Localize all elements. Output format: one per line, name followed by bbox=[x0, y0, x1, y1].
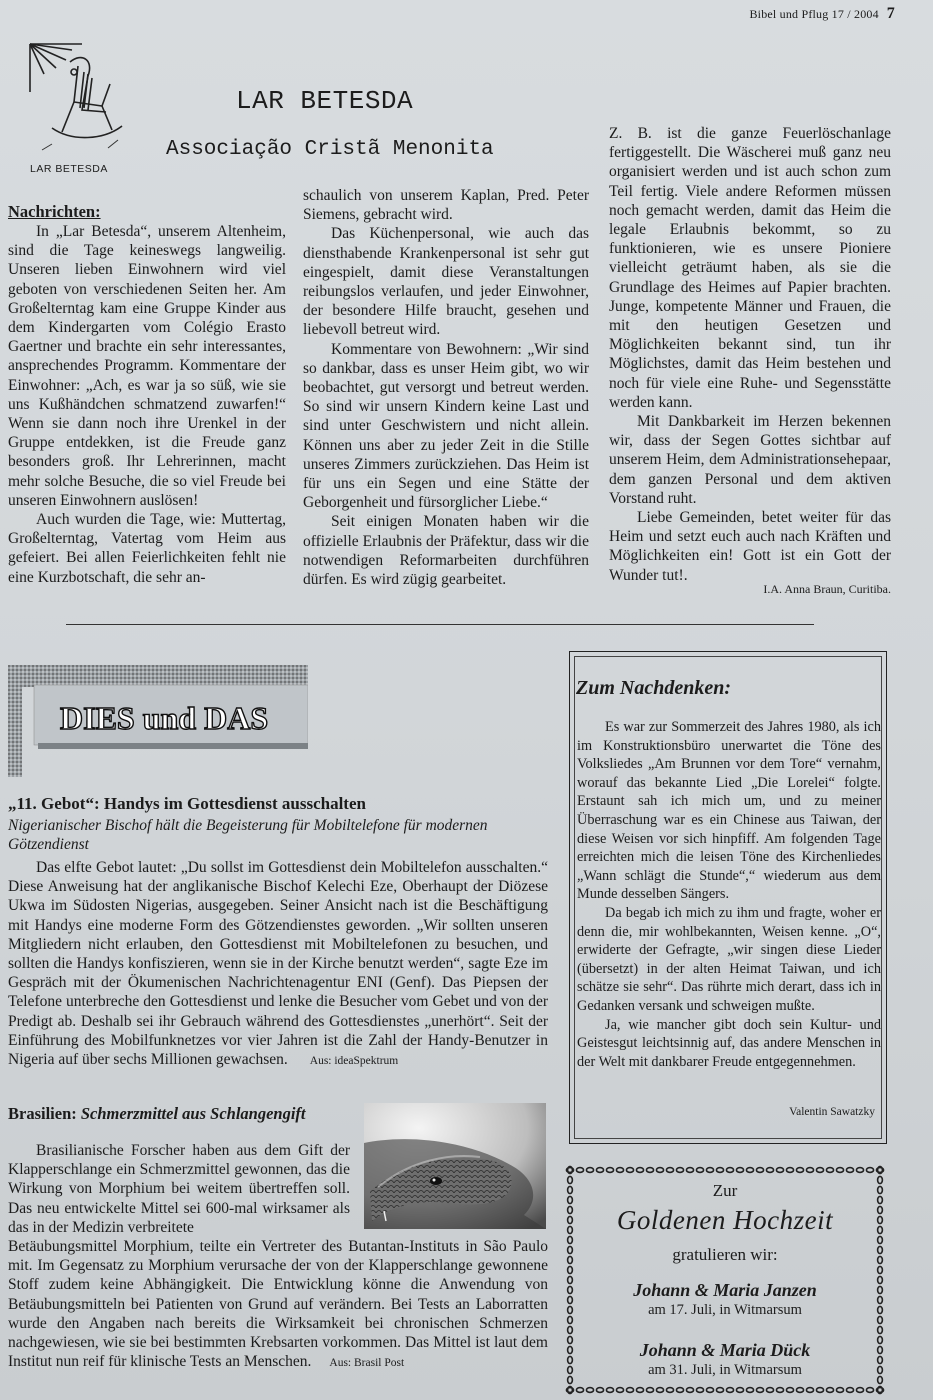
paragraph: Auch wurden die Tage, wie: Muttertag, Großelterntag, Vatertag vom Heim aus gefeiert. Bei allen Feierlichkeiten fehlt nie eine Kurzbotschaft, die sehr an- bbox=[8, 511, 286, 586]
paragraph: Brasilianische Forscher haben aus dem Gift der Klapperschlange ein Schmerzmittel gewonnen, das die Wirkung von Morphium bei weitem übertreffen soll. Das neu entwickelte Mittel sei 600-mal wirksamer als das in der Medizin verbreitete bbox=[8, 1142, 350, 1236]
couple-name: Johann & Maria Janzen bbox=[633, 1280, 817, 1300]
article-body bbox=[8, 858, 548, 1071]
paragraph: Z. B. ist die ganze Feuerlöschanlage fertiggestellt. Die Wäscherei muß ganz neu organisiert werden und ist auch schon zum Teil fertig. Viele andere Reformen müssen noch gemacht werden, damit das Heim die legale Erlaubnis bekommt, so zu funktionieren, wie es unsere Pioniere vielleicht geträumt haben, als sie die Grundlage des Heimes auf Papier brachten. Junge, kompetente Männer und Frauen, die mit den heutigen Gesetzen und Möglichkeiten bekannt sind, tun ihr Möglichstes, damit das Heim bestehen und noch für viele eine Ruhe- und Segensstätte werden kann. bbox=[609, 125, 891, 411]
wedding-zur: Zur bbox=[712, 1181, 738, 1200]
column-3 bbox=[609, 124, 891, 585]
column-2 bbox=[303, 186, 589, 589]
reflection-title: Zum Nachdenken: bbox=[576, 677, 731, 699]
banner-label: DIES und DAS bbox=[60, 700, 269, 736]
article2-body-lower bbox=[8, 1237, 548, 1373]
page-subtitle: Associação Cristã Menonita bbox=[166, 138, 494, 161]
couple-name: Johann & Maria Dück bbox=[639, 1340, 811, 1360]
paragraph: Seit einigen Monaten haben wir die offizielle Erlaubnis der Präfektur, dass wir die notwendigen Reformarbeiten durchführen dürfen. Es wird zügig gearbeitet. bbox=[303, 513, 589, 589]
wedding-gratulieren: gratulieren wir: bbox=[672, 1245, 778, 1264]
couple-date: am 17. Juli, in Witmarsum bbox=[648, 1302, 802, 1318]
logo-label: LAR BETESDA bbox=[30, 163, 108, 175]
article2-body-upper bbox=[8, 1141, 350, 1237]
article2-text: Betäubungsmittel Morphium, teilte ein Vertreter des Butantan-Instituts in São Paulo mit. Im Gegensatz zu Morphium verursache der von der Klapperschlange gewonnene Stoff zudem keine Abhängigkeit. Die Entwicklung könne die Anwendung von Betäubungsmitteln bei Patienten von Grund auf verändern. Bei Tests an Laborratten wurde den Angaben nach bereits die Wirksamkeit bei chronischen Schmerzen nachgewiesen, wie sie bei bestimmten Krebsarten vorkommen. Das Mittel ist laut dem Institut nun reif für klinische Tests an Menschen. bbox=[8, 1238, 548, 1371]
paragraph: Kommentare von Bewohnern: „Wir sind so dankbar, dass es unser Heim gibt, wo wir beobachtet, gut versorgt und betreut werden. So sind wir unsern Kindern keine Last und sind unter Geschwistern und nicht allein. Können uns aber zu jeder Zeit in die Stille unseres Zimmers zurückziehen. Das Heim ist für uns ein Segen und eine Stätte der Geborgenheit und fürsorglicher Liebe.“ bbox=[303, 340, 589, 512]
page-number: 7 bbox=[886, 5, 895, 22]
column-1 bbox=[8, 222, 286, 587]
article-source: Aus: ideaSpektrum bbox=[309, 1055, 399, 1068]
dies-und-das-banner bbox=[8, 665, 308, 777]
article-text: Das elfte Gebot lautet: „Du sollst im Gottesdienst dein Mobiltelefon ausschalten.“ Diese Anweisung hat der anglikanische Bischof Kelechi Eze, Oberhaupt der Diözese Ukwa im Südosten Nigerias, ausgegeben. Seiner Ansicht nach ist die Beschäftigung mit Handys eine moderne Form des Götzendienstes geworden. „Wir sollten unseren Mitgliedern nicht erlauben, den Gottesdienst mit Mobiltelefonen zu besuchen, und sollten die Handys konfiszieren, wenn sie in der Kirche benutzt werden“, sagte Eze im Gespräch mit der Ökumenischen Nachrichtenagentur ENI (Genf). Das Piepsen der Telefone unterbreche den Gottesdienst und lenke die Besucher vom Gebet und von der Predigt ab. Deshalb sei ihr Gebrauch während des Gottesdienstes „unerhört“. Seit der Einführung des Mobilfunknetzes vor vier Jahren ist die Zahl der Handy-Benutzer in Nigeria auf über sechs Millionen gewachsen. bbox=[8, 859, 548, 1069]
article2-source: Aus: Brasil Post bbox=[329, 1357, 405, 1370]
paragraph: In „Lar Betesda“, unserem Altenheim, sind die Tage keineswegs langweilig. Unseren lieben Einwohnern wird viel geboten von verschiedenen Seiten her. Am Großelterntag kam eine Gruppe Kinder aus dem Kindergarten vom Colégio Erasto Gaertner und brachte ein sehr interessantes, ansprechendes Programm. Kommentare der Einwohner: „Ach, es war ja so süß, wie sie uns Kußhändchen schmatzend zuwarfen!“ Wenn sie dann noch ihre Urenkel in der Gruppe entdekken, ist die Freude ganz besonders groß. Ihr Lehrerinnen, macht mehr solche Besuche, die so viel Freude bei unseren Einwohnern auslösen! bbox=[8, 223, 286, 509]
page-header bbox=[749, 5, 895, 23]
rattlesnake-photo bbox=[364, 1103, 546, 1229]
paragraph: Da begab ich mich zu ihm und fragte, woher er denn die, mir wohlbekannten, Weisen kenne. „O“, erwiderte der Gefragte, „wir singen diese Lieder (übersetzt) in der alten Heimat Taiwan, und ich schätze sie sehr“. Das rührte mich derart, dass ich in Gedanken versank und schweigen mußte. bbox=[577, 904, 881, 1014]
article-subtitle: Nigerianischer Bischof hält die Begeisterung für Mobiltelefone für modernen Götzendienst bbox=[8, 817, 488, 853]
couple-date: am 31. Juli, in Witmarsum bbox=[648, 1362, 802, 1378]
article2-title-prefix: Brasilien: bbox=[8, 1104, 77, 1123]
paragraph: Das Küchenpersonal, wie auch das diensthabende Krankenpersonal ist sehr gut eingespielt, damit diese Veranstaltungen reibungslos verlaufen, und jeder Einwohner, der besondere Hilfe braucht, gesehen und liebevoll betreut wird. bbox=[303, 225, 589, 339]
rocking-chair-logo bbox=[22, 32, 132, 177]
reflection-signature: Valentin Sawatzky bbox=[789, 1106, 875, 1118]
section-heading: Nachrichten: bbox=[8, 202, 101, 221]
paragraph: Mit Dankbarkeit im Herzen bekennen wir, dass der Segen Gottes sichtbar auf unserem Heim, dem Administrationsehepaar, dem ganzen Personal und dem aktiven Vorstand ruht. bbox=[609, 413, 891, 507]
article-title: „11. Gebot“: Handys im Gottesdienst ausschalten bbox=[8, 794, 366, 813]
header-text: Bibel und Pflug 17 / 2004 bbox=[749, 7, 879, 21]
paragraph: Ja, wie mancher gibt doch sein Kultur- und Geistesgut leichtsinnig auf, das andere Menschen in der Welt mit dankbarer Freude entgegennehmen. bbox=[577, 1016, 881, 1070]
paragraph: Es war zur Sommerzeit des Jahres 1980, als ich im Konstruktionsbüro unerwartet die Töne des Volksliedes „Am Brunnen vor dem Tore“ vernahm, worauf das bekannte Lied „Die Lorelei“ folgte. Erstaunt sah ich mich um, und zu meiner Überraschung war es ein Chinese aus Taiwan, der diese Weisen vor sich hinpfiff. Am folgenden Tage erreichten mich die leisen Töne des Kirchenliedes „Wann schlägt die Stunde“,“ wiederum aus dem Munde desselben Sängers. bbox=[577, 719, 881, 903]
signature: I.A. Anna Braun, Curitiba. bbox=[763, 582, 891, 596]
wedding-title: Goldenen Hochzeit bbox=[616, 1205, 834, 1235]
paragraph: schaulich von unserem Kaplan, Pred. Peter Siemens, gebracht wird. bbox=[303, 187, 589, 224]
article2-title-rest: Schmerzmittel aus Schlangengift bbox=[80, 1104, 306, 1123]
paragraph: Liebe Gemeinden, betet weiter für das Heim und setzt euch auch nach Kräften und Möglichkeiten ein! Gott ist ein Gott der Wunder tut!. bbox=[609, 509, 891, 584]
page-title: LAR BETESDA bbox=[236, 86, 414, 116]
divider-rule bbox=[66, 624, 814, 625]
reflection-body bbox=[577, 718, 881, 1071]
article2-title bbox=[8, 1104, 306, 1124]
